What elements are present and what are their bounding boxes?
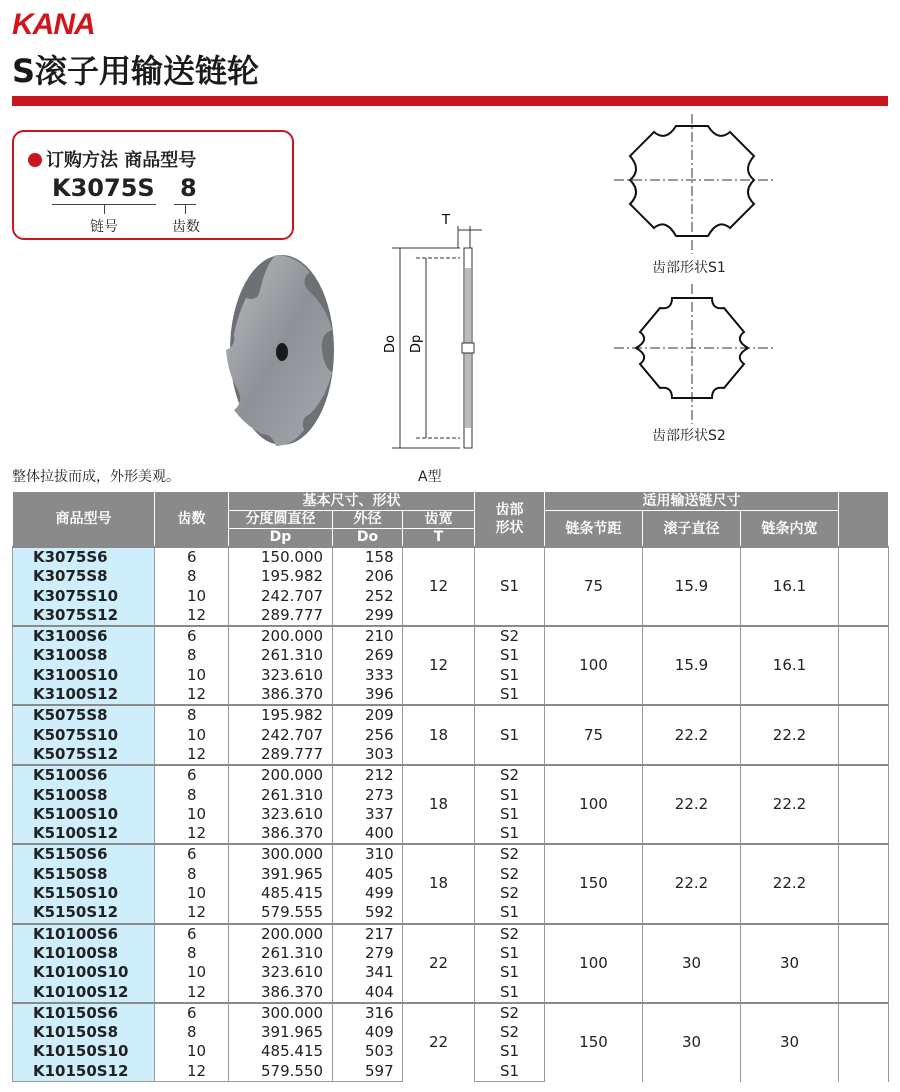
dp-cell: 150.000 — [229, 547, 333, 567]
model-cell: K5100S6 — [13, 765, 155, 785]
model-cell: K5150S12 — [13, 903, 155, 923]
pitch-cell: 100 — [545, 626, 643, 705]
pitch-cell: 75 — [545, 547, 643, 626]
order-heading: 订购方法 商品型号 — [28, 146, 196, 172]
inner-width-cell: 16.1 — [741, 547, 839, 626]
pitch-cell: 100 — [545, 765, 643, 844]
dp-cell: 323.610 — [229, 666, 333, 685]
do-cell: 341 — [333, 963, 403, 982]
col-roller: 滚子直径 — [643, 511, 741, 548]
col-t: 齿宽 — [403, 511, 475, 529]
shape-cell: S1 — [475, 646, 545, 665]
dp-cell: 242.707 — [229, 587, 333, 606]
teeth-cell: 10 — [155, 805, 229, 824]
inner-width-cell: 30 — [741, 924, 839, 1003]
pitch-cell: 150 — [545, 844, 643, 923]
teeth-cell: 8 — [155, 865, 229, 884]
shape-cell: S1 — [475, 824, 545, 844]
blank-cell — [839, 844, 889, 923]
pitch-cell: 100 — [545, 924, 643, 1003]
table-row — [13, 765, 889, 785]
t-cell: 22 — [403, 924, 475, 1003]
model-cell: K10150S12 — [13, 1062, 155, 1082]
teeth-cell: 12 — [155, 983, 229, 1003]
col-dp-symbol: Dp — [229, 529, 333, 548]
dp-cell: 242.707 — [229, 726, 333, 745]
model-cell: K3075S10 — [13, 587, 155, 606]
model-cell: K10100S10 — [13, 963, 155, 982]
teeth-count-label: 齿数 — [172, 219, 200, 235]
teeth-cell: 6 — [155, 1003, 229, 1023]
dp-cell: 195.982 — [229, 567, 333, 586]
roller-cell: 15.9 — [643, 626, 741, 705]
col-basic-dims: 基本尺寸、形状 — [229, 492, 475, 511]
do-cell: 597 — [333, 1062, 403, 1082]
shape-cell: S1 — [475, 705, 545, 765]
teeth-cell: 12 — [155, 745, 229, 765]
t-cell: 18 — [403, 844, 475, 923]
do-cell: 206 — [333, 567, 403, 586]
shape-cell: S2 — [475, 765, 545, 785]
teeth-cell: 12 — [155, 1062, 229, 1082]
col-inner-width: 链条内宽 — [741, 511, 839, 548]
side-view-drawing — [370, 208, 490, 468]
product-note: 整体拉拔而成，外形美观。 — [12, 469, 180, 485]
dp-cell: 386.370 — [229, 983, 333, 1003]
model-cell: K5100S10 — [13, 805, 155, 824]
inner-width-cell: 22.2 — [741, 765, 839, 844]
shape-cell: S1 — [475, 786, 545, 805]
model-cell: K5075S10 — [13, 726, 155, 745]
do-cell: 299 — [333, 606, 403, 626]
model-cell: K5150S6 — [13, 844, 155, 864]
model-cell: K10100S12 — [13, 983, 155, 1003]
model-cell: K3100S12 — [13, 685, 155, 705]
teeth-cell: 10 — [155, 726, 229, 745]
table-row — [13, 844, 889, 864]
page-title: S滚子用输送链轮 — [12, 52, 260, 90]
do-cell: 396 — [333, 685, 403, 705]
model-cell: K5075S12 — [13, 745, 155, 765]
teeth-cell: 10 — [155, 1042, 229, 1061]
t-cell: 12 — [403, 626, 475, 705]
roller-cell: 15.9 — [643, 547, 741, 626]
dp-cell: 300.000 — [229, 1003, 333, 1023]
shape-cell: S1 — [475, 666, 545, 685]
t-cell: 18 — [403, 765, 475, 844]
col-tooth-shape: 齿部 形状 — [475, 492, 545, 548]
shape-cell: S1 — [475, 805, 545, 824]
do-cell: 217 — [333, 924, 403, 944]
dp-cell: 485.415 — [229, 884, 333, 903]
teeth-cell: 6 — [155, 924, 229, 944]
pitch-cell: 150 — [545, 1003, 643, 1082]
dp-cell: 323.610 — [229, 805, 333, 824]
shape-cell: S2 — [475, 865, 545, 884]
dp-cell: 323.610 — [229, 963, 333, 982]
model-cell: K10100S8 — [13, 944, 155, 963]
do-cell: 209 — [333, 705, 403, 725]
model-cell: K3100S10 — [13, 666, 155, 685]
blank-cell — [839, 626, 889, 705]
shape-cell: S1 — [475, 1042, 545, 1061]
t-cell: 18 — [403, 705, 475, 765]
do-cell: 310 — [333, 844, 403, 864]
model-cell: K3075S12 — [13, 606, 155, 626]
do-cell: 252 — [333, 587, 403, 606]
dp-cell: 391.965 — [229, 1023, 333, 1042]
model-cell: K3075S8 — [13, 567, 155, 586]
table-row — [13, 705, 889, 725]
teeth-cell: 8 — [155, 705, 229, 725]
dp-cell: 391.965 — [229, 865, 333, 884]
shape-cell: S2 — [475, 1023, 545, 1042]
t-cell: 22 — [403, 1003, 475, 1082]
shape-cell: S2 — [475, 884, 545, 903]
do-cell: 158 — [333, 547, 403, 567]
col-do: 外径 — [333, 511, 403, 529]
inner-width-cell: 22.2 — [741, 705, 839, 765]
roller-cell: 22.2 — [643, 705, 741, 765]
teeth-cell: 8 — [155, 646, 229, 665]
model-cell: K10150S8 — [13, 1023, 155, 1042]
do-cell: 269 — [333, 646, 403, 665]
blank-cell — [839, 924, 889, 1003]
model-cell: K5075S8 — [13, 705, 155, 725]
dp-cell: 261.310 — [229, 646, 333, 665]
shape-cell: S2 — [475, 844, 545, 864]
type-a-caption: A型 — [418, 469, 442, 485]
dp-cell: 300.000 — [229, 844, 333, 864]
s2-caption: 齿部形状S2 — [652, 428, 726, 444]
shape-cell: S1 — [475, 983, 545, 1003]
do-cell: 337 — [333, 805, 403, 824]
do-cell: 210 — [333, 626, 403, 646]
col-dp: 分度圆直径 — [229, 511, 333, 529]
teeth-cell: 6 — [155, 844, 229, 864]
shape-cell: S2 — [475, 924, 545, 944]
blank-cell — [839, 705, 889, 765]
dp-cell: 386.370 — [229, 685, 333, 705]
table-row — [13, 1003, 889, 1023]
bullet-icon — [28, 153, 42, 167]
dp-cell: 579.555 — [229, 903, 333, 923]
tooth-shape-s1-drawing — [614, 114, 774, 254]
pitch-cell: 75 — [545, 705, 643, 765]
inner-width-cell: 22.2 — [741, 844, 839, 923]
dp-cell: 261.310 — [229, 944, 333, 963]
sprocket-photo — [200, 250, 340, 460]
do-cell: 405 — [333, 865, 403, 884]
col-t-symbol: T — [403, 529, 475, 548]
roller-cell: 30 — [643, 924, 741, 1003]
model-cell: K5100S12 — [13, 824, 155, 844]
dp-cell: 200.000 — [229, 626, 333, 646]
col-teeth: 齿数 — [155, 492, 229, 548]
title-divider — [12, 96, 888, 106]
chain-number-label: 链号 — [90, 219, 118, 235]
shape-cell: S2 — [475, 626, 545, 646]
do-cell: 400 — [333, 824, 403, 844]
shape-cell: S1 — [475, 963, 545, 982]
teeth-cell: 10 — [155, 963, 229, 982]
model-cell: K3075S6 — [13, 547, 155, 567]
order-model-code: K3075S — [52, 174, 155, 202]
kana-logo: KANA — [12, 8, 95, 41]
t-cell: 12 — [403, 547, 475, 626]
shape-cell: S1 — [475, 685, 545, 705]
model-cell: K10100S6 — [13, 924, 155, 944]
col-pitch: 链条节距 — [545, 511, 643, 548]
teeth-cell: 10 — [155, 884, 229, 903]
teeth-cell: 6 — [155, 765, 229, 785]
do-cell: 212 — [333, 765, 403, 785]
model-cell: K10150S6 — [13, 1003, 155, 1023]
dp-cell: 200.000 — [229, 924, 333, 944]
teeth-cell: 12 — [155, 685, 229, 705]
shape-cell: S1 — [475, 547, 545, 626]
dp-cell: 485.415 — [229, 1042, 333, 1061]
table-row — [13, 924, 889, 944]
shape-cell: S2 — [475, 1003, 545, 1023]
col-do-symbol: Do — [333, 529, 403, 548]
teeth-cell: 8 — [155, 567, 229, 586]
model-cell: K3100S6 — [13, 626, 155, 646]
dp-cell: 261.310 — [229, 786, 333, 805]
do-dim-label: Do — [383, 335, 398, 353]
do-cell: 273 — [333, 786, 403, 805]
teeth-cell: 8 — [155, 786, 229, 805]
do-cell: 499 — [333, 884, 403, 903]
blank-cell — [839, 765, 889, 844]
model-cell: K10150S10 — [13, 1042, 155, 1061]
roller-cell: 22.2 — [643, 844, 741, 923]
order-method-box — [12, 130, 294, 240]
dp-dim-label: Dp — [409, 334, 424, 353]
dp-cell: 200.000 — [229, 765, 333, 785]
dp-cell: 195.982 — [229, 705, 333, 725]
shape-cell: S1 — [475, 903, 545, 923]
teeth-cell: 10 — [155, 666, 229, 685]
teeth-cell: 6 — [155, 626, 229, 646]
do-cell: 316 — [333, 1003, 403, 1023]
tooth-shape-s2-drawing — [614, 284, 774, 424]
do-cell: 256 — [333, 726, 403, 745]
do-cell: 404 — [333, 983, 403, 1003]
roller-cell: 22.2 — [643, 765, 741, 844]
order-teeth-code: 8 — [180, 174, 197, 202]
inner-width-cell: 30 — [741, 1003, 839, 1082]
spec-table — [12, 491, 889, 1082]
col-model: 商品型号 — [13, 492, 155, 548]
teeth-cell: 6 — [155, 547, 229, 567]
roller-cell: 30 — [643, 1003, 741, 1082]
table-row — [13, 547, 889, 567]
do-cell: 592 — [333, 903, 403, 923]
shape-cell: S1 — [475, 1062, 545, 1082]
model-cell: K5100S8 — [13, 786, 155, 805]
teeth-cell: 8 — [155, 944, 229, 963]
dp-cell: 386.370 — [229, 824, 333, 844]
shape-cell: S1 — [475, 944, 545, 963]
teeth-cell: 8 — [155, 1023, 229, 1042]
model-cell: K3100S8 — [13, 646, 155, 665]
teeth-cell: 10 — [155, 587, 229, 606]
teeth-cell: 12 — [155, 606, 229, 626]
dp-cell: 289.777 — [229, 745, 333, 765]
table-row — [13, 626, 889, 646]
blank-cell — [839, 1003, 889, 1082]
t-dim-label: T — [442, 213, 450, 228]
do-cell: 503 — [333, 1042, 403, 1061]
teeth-cell: 12 — [155, 824, 229, 844]
dp-cell: 579.550 — [229, 1062, 333, 1082]
dp-cell: 289.777 — [229, 606, 333, 626]
teeth-cell: 12 — [155, 903, 229, 923]
model-cell: K5150S10 — [13, 884, 155, 903]
col-chain-dims: 适用输送链尺寸 — [545, 492, 839, 511]
model-cell: K5150S8 — [13, 865, 155, 884]
blank-cell — [839, 547, 889, 626]
s1-caption: 齿部形状S1 — [652, 260, 726, 276]
do-cell: 409 — [333, 1023, 403, 1042]
do-cell: 279 — [333, 944, 403, 963]
inner-width-cell: 16.1 — [741, 626, 839, 705]
do-cell: 303 — [333, 745, 403, 765]
do-cell: 333 — [333, 666, 403, 685]
